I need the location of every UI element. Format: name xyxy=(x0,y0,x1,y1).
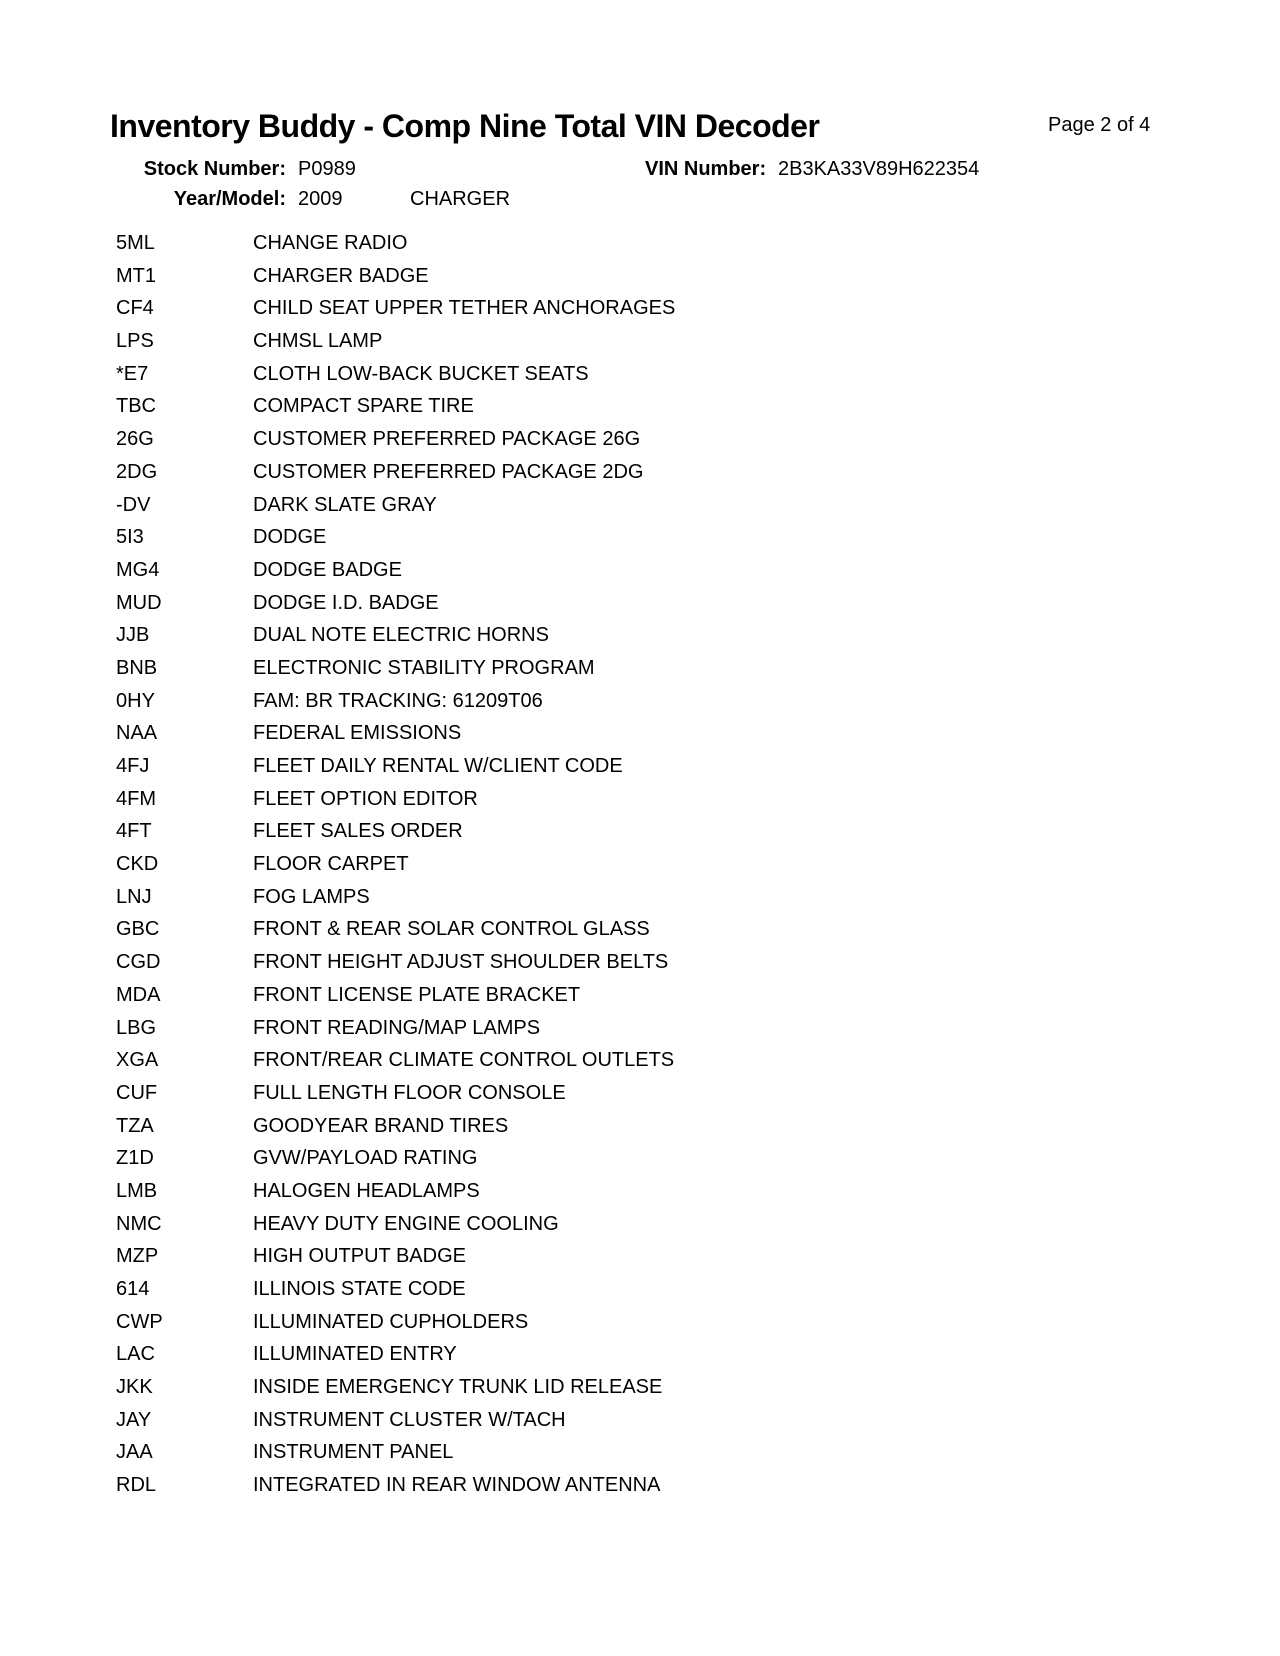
option-code: 5I3 xyxy=(116,526,144,549)
option-description: GVW/PAYLOAD RATING xyxy=(253,1147,478,1170)
table-row xyxy=(0,619,1280,652)
table-row xyxy=(0,848,1280,881)
option-code: MG4 xyxy=(116,558,160,581)
table-row xyxy=(0,783,1280,816)
option-description: CHMSL LAMP xyxy=(253,330,383,353)
option-code: MDA xyxy=(116,983,161,1006)
option-description: ILLUMINATED CUPHOLDERS xyxy=(253,1310,529,1333)
option-code: CWP xyxy=(116,1310,163,1333)
option-description: DODGE I.D. BADGE xyxy=(253,591,439,614)
table-row xyxy=(0,1404,1280,1437)
option-description: DODGE BADGE xyxy=(253,558,402,581)
table-row xyxy=(0,390,1280,423)
option-description: DUAL NOTE ELECTRIC HORNS xyxy=(253,624,549,647)
page-title: Inventory Buddy - Comp Nine Total VIN Decoder xyxy=(110,108,820,144)
table-row xyxy=(0,1338,1280,1371)
option-code: CGD xyxy=(116,951,161,974)
table-row xyxy=(0,685,1280,718)
option-code: LMB xyxy=(116,1179,158,1202)
option-description: CHILD SEAT UPPER TETHER ANCHORAGES xyxy=(253,297,676,320)
option-description: FRONT HEIGHT ADJUST SHOULDER BELTS xyxy=(253,951,669,974)
option-description: ELECTRONIC STABILITY PROGRAM xyxy=(253,656,595,679)
option-description: FLEET SALES ORDER xyxy=(253,820,463,843)
table-row xyxy=(0,815,1280,848)
option-description: HEAVY DUTY ENGINE COOLING xyxy=(253,1212,559,1235)
option-code: 4FM xyxy=(116,787,156,810)
option-description: FRONT LICENSE PLATE BRACKET xyxy=(253,983,581,1006)
option-description: COMPACT SPARE TIRE xyxy=(253,395,474,418)
option-description: ILLUMINATED ENTRY xyxy=(253,1343,457,1366)
option-code: JAY xyxy=(116,1408,152,1431)
table-row xyxy=(0,1306,1280,1339)
option-code: LBG xyxy=(116,1016,157,1039)
option-code: GBC xyxy=(116,918,160,941)
option-code: TZA xyxy=(116,1114,154,1137)
option-description: CLOTH LOW-BACK BUCKET SEATS xyxy=(253,362,589,385)
option-description: FAM: BR TRACKING: 61209T06 xyxy=(253,689,543,712)
option-description: FULL LENGTH FLOOR CONSOLE xyxy=(253,1081,566,1104)
option-code: LAC xyxy=(116,1343,155,1366)
option-code: XGA xyxy=(116,1049,159,1072)
option-code: 26G xyxy=(116,428,154,451)
option-description: INTEGRATED IN REAR WINDOW ANTENNA xyxy=(253,1474,661,1497)
table-row xyxy=(0,1110,1280,1143)
option-description: CHARGER BADGE xyxy=(253,264,429,287)
table-row xyxy=(0,1142,1280,1175)
option-code: NAA xyxy=(116,722,158,745)
option-code: *E7 xyxy=(116,362,149,385)
option-description: HALOGEN HEADLAMPS xyxy=(253,1179,480,1202)
option-description: CUSTOMER PREFERRED PACKAGE 2DG xyxy=(253,460,644,483)
option-description: FLEET DAILY RENTAL W/CLIENT CODE xyxy=(253,755,623,777)
table-row xyxy=(0,227,1280,260)
option-description: HIGH OUTPUT BADGE xyxy=(253,1245,466,1268)
option-code: 614 xyxy=(116,1278,150,1300)
table-row xyxy=(0,1436,1280,1469)
table-row xyxy=(0,1208,1280,1241)
option-description: DODGE xyxy=(253,526,327,549)
stock-number-label: Stock Number: xyxy=(143,158,286,180)
option-code: MZP xyxy=(116,1245,159,1268)
option-code: 4FJ xyxy=(116,755,150,777)
option-code: 0HY xyxy=(116,689,155,712)
option-code: 4FT xyxy=(116,820,152,843)
table-row xyxy=(0,358,1280,391)
table-row xyxy=(0,717,1280,750)
option-description: INSIDE EMERGENCY TRUNK LID RELEASE xyxy=(253,1376,663,1399)
option-code: NMC xyxy=(116,1212,162,1235)
table-row xyxy=(0,946,1280,979)
option-code: 2DG xyxy=(116,460,158,483)
table-row xyxy=(0,913,1280,946)
year-model-label: Year/Model: xyxy=(173,188,286,210)
table-row xyxy=(0,292,1280,325)
option-code: MT1 xyxy=(116,264,156,287)
option-code: MUD xyxy=(116,591,162,614)
option-code: RDL xyxy=(116,1474,157,1497)
table-row xyxy=(0,456,1280,489)
option-code: -DV xyxy=(116,493,151,516)
table-row xyxy=(0,652,1280,685)
option-code: LNJ xyxy=(116,885,152,908)
table-row xyxy=(0,587,1280,620)
option-description: FRONT READING/MAP LAMPS xyxy=(253,1016,541,1039)
option-code: TBC xyxy=(116,395,156,418)
year-value: 2009 xyxy=(298,188,343,210)
option-code: BNB xyxy=(116,656,158,679)
table-row xyxy=(0,1273,1280,1306)
table-row xyxy=(0,881,1280,914)
table-row xyxy=(0,260,1280,293)
table-row xyxy=(0,1044,1280,1077)
table-row xyxy=(0,1012,1280,1045)
option-description: FOG LAMPS xyxy=(253,885,370,908)
vin-number-value: 2B3KA33V89H622354 xyxy=(778,158,980,180)
option-description: ILLINOIS STATE CODE xyxy=(253,1278,466,1300)
option-description: CHANGE RADIO xyxy=(253,232,408,254)
option-description: GOODYEAR BRAND TIRES xyxy=(253,1114,509,1137)
option-description: INSTRUMENT PANEL xyxy=(253,1441,454,1464)
option-description: DARK SLATE GRAY xyxy=(253,493,437,516)
table-row xyxy=(0,1175,1280,1208)
option-code: Z1D xyxy=(116,1147,154,1170)
option-description: FLOOR CARPET xyxy=(253,853,409,876)
table-row xyxy=(0,521,1280,554)
option-description: INSTRUMENT CLUSTER W/TACH xyxy=(253,1408,566,1431)
table-row xyxy=(0,750,1280,783)
vin-number-label: VIN Number: xyxy=(645,158,767,180)
table-row xyxy=(0,325,1280,358)
table-row xyxy=(0,423,1280,456)
option-code: JKK xyxy=(116,1376,153,1399)
option-code: CF4 xyxy=(116,297,154,320)
option-code: CKD xyxy=(116,853,159,876)
table-row xyxy=(0,1077,1280,1110)
option-description: FRONT/REAR CLIMATE CONTROL OUTLETS xyxy=(253,1049,675,1072)
option-description: FLEET OPTION EDITOR xyxy=(253,787,478,810)
table-row xyxy=(0,554,1280,587)
option-code: 5ML xyxy=(116,232,155,254)
table-row xyxy=(0,979,1280,1012)
options-table xyxy=(0,227,1280,1502)
table-row xyxy=(0,489,1280,522)
table-row xyxy=(0,1469,1280,1502)
table-row xyxy=(0,1371,1280,1404)
option-description: FEDERAL EMISSIONS xyxy=(253,722,462,745)
model-value: CHARGER xyxy=(410,188,511,210)
option-description: CUSTOMER PREFERRED PACKAGE 26G xyxy=(253,428,641,451)
stock-number-value: P0989 xyxy=(298,158,356,180)
page-number: Page 2 of 4 xyxy=(1048,114,1151,136)
option-code: JAA xyxy=(116,1441,153,1464)
option-code: JJB xyxy=(116,624,150,647)
option-code: LPS xyxy=(116,330,154,353)
option-code: CUF xyxy=(116,1081,158,1104)
option-description: FRONT & REAR SOLAR CONTROL GLASS xyxy=(253,918,650,941)
table-row xyxy=(0,1240,1280,1273)
